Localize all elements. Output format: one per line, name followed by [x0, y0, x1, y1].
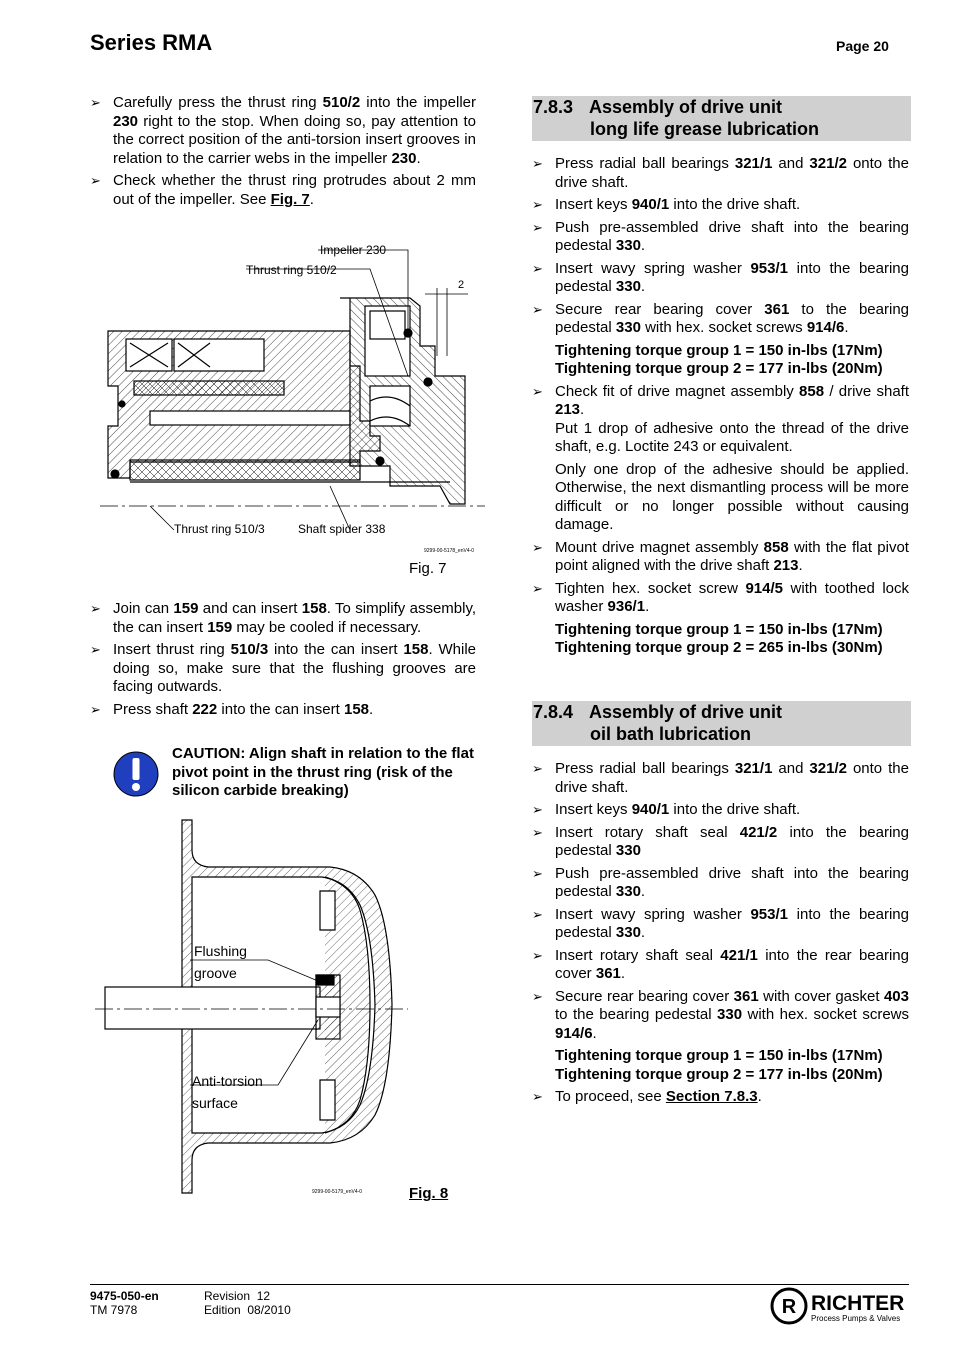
instruction-item — [532, 1088, 909, 1107]
footer-edition — [204, 1303, 291, 1317]
list-item-text: Insert rotary shaft seal 421/2 into the bearing pedestal 330 — [555, 823, 909, 859]
torque-line: Tightening torque group 1 = 150 in-lbs (17Nm) — [555, 620, 883, 638]
caution-text: CAUTION: Align shaft in relation to the flat pivot point in the thrust ring (risk of the silicon carbide breaking) — [172, 745, 474, 799]
instruction-item — [532, 383, 909, 420]
fig8-label-flushing: Flushing — [194, 943, 247, 959]
revision-value: 12 — [256, 1289, 271, 1303]
section-7-8-4-number: 7.8.4 — [533, 702, 574, 722]
instruction-item — [532, 824, 909, 861]
instruction-item — [90, 94, 476, 168]
instruction-item — [532, 539, 909, 576]
list-item-text: Insert wavy spring washer 953/1 into the bearing pedestal 330. — [555, 905, 909, 941]
fig7-label-shaft-spider: Shaft spider 338 — [298, 522, 386, 536]
list-item-text: To proceed, see Section 7.8.3. — [555, 1088, 762, 1105]
adhesive-warning: Only one drop of the adhesive should be applied. Otherwise, the next dismantling process will be more difficult or no longer possible without causing damage. — [555, 460, 909, 533]
arrow-bullet-icon: ➢ — [532, 383, 543, 399]
adhesive-note: Put 1 drop of adhesive onto the thread of the drive shaft, e.g. Loctite 243 or equivalent. — [555, 419, 909, 455]
revision-label: Revision — [204, 1289, 251, 1303]
instruction-item — [532, 219, 909, 256]
left-instructions-top — [90, 94, 476, 213]
instruction-item — [532, 760, 909, 797]
arrow-bullet-icon: ➢ — [532, 906, 543, 922]
torque-line: Tightening torque group 1 = 150 in-lbs (17Nm) — [555, 1047, 883, 1064]
torque-line: Tightening torque group 2 = 177 in-lbs (20Nm) — [555, 1065, 883, 1083]
torque-line: Tightening torque group 1 = 150 in-lbs (17Nm) — [555, 341, 883, 359]
fig7-drawing — [90, 236, 490, 566]
arrow-bullet-icon: ➢ — [532, 219, 543, 235]
instruction-item — [90, 641, 476, 697]
list-item-text: Insert rotary shaft seal 421/1 into the rear bearing cover 361. — [555, 946, 909, 982]
list-item-text: Secure rear bearing cover 361 to the bearing pedestal 330 with hex. socket screws 914/6. — [555, 300, 910, 336]
torque-line: Tightening torque group 2 = 177 in-lbs (20Nm) — [555, 360, 883, 377]
arrow-bullet-icon: ➢ — [90, 601, 101, 616]
section-7-8-3-heading — [532, 96, 911, 141]
section-7-8-4-title-line2: oil bath lubrication — [590, 724, 751, 744]
instruction-item — [90, 600, 476, 637]
torque-note — [532, 621, 909, 658]
richter-logo-icon — [770, 1287, 808, 1325]
list-item-text: Insert thrust ring 510/3 into the can insert 158. While doing so, make sure that the flushing grooves are facing outwards. — [113, 641, 476, 695]
arrow-bullet-icon: ➢ — [532, 197, 543, 212]
arrow-bullet-icon: ➢ — [532, 988, 543, 1004]
document-title: Series RMA — [90, 30, 213, 55]
richter-logo-text: RICHTER — [811, 1292, 905, 1315]
arrow-bullet-icon: ➢ — [532, 580, 543, 596]
list-item-text: Mount drive magnet assembly 858 with the flat pivot point aligned with the drive shaft 213. — [555, 538, 909, 574]
list-item-text: Push pre-assembled drive shaft into the bearing pedestal 330. — [555, 218, 909, 254]
fig8-label-groove: groove — [194, 965, 237, 981]
torque-note — [532, 1047, 909, 1084]
list-item-text: Join can 159 and can insert 158. To simplify assembly, the can insert 159 may be cooled if necessary. — [113, 600, 477, 636]
list-item-text: Press shaft 222 into the can insert 158. — [113, 700, 374, 718]
torque-line: Tightening torque group 2 = 265 in-lbs (30Nm) — [555, 639, 883, 656]
list-item-text: Check fit of drive magnet assembly 858 / drive shaft 213. — [555, 382, 909, 418]
fig7-label-impeller: Impeller 230 — [320, 243, 387, 257]
arrow-bullet-icon: ➢ — [532, 761, 543, 776]
arrow-bullet-icon: ➢ — [532, 539, 543, 555]
instruction-item — [532, 301, 909, 338]
arrow-bullet-icon: ➢ — [532, 156, 543, 171]
fig7-label-thrust-ring-bottom: Thrust ring 510/3 — [174, 522, 265, 536]
richter-logo-subtitle: Process Pumps & Valves — [811, 1314, 901, 1323]
arrow-bullet-icon: ➢ — [532, 947, 543, 963]
section-7-8-3-body — [532, 155, 909, 662]
fig8-drawing — [90, 815, 420, 1200]
fig7-label-thrust-ring-top: Thrust ring 510/2 — [246, 263, 337, 277]
arrow-bullet-icon: ➢ — [90, 701, 101, 717]
list-item-text: Secure rear bearing cover 361 with cover gasket 403 to the bearing pedestal 330 with hex. socket screws 914/6. — [555, 987, 909, 1042]
figure-7 — [90, 236, 490, 566]
instruction-item — [532, 580, 909, 617]
instruction-item — [532, 947, 909, 984]
list-item-text: Insert keys 940/1 into the drive shaft. — [555, 801, 801, 818]
footer-tm: TM 7978 — [90, 1303, 138, 1317]
instruction-item — [90, 172, 476, 209]
arrow-bullet-icon: ➢ — [90, 95, 101, 110]
instruction-item — [90, 701, 476, 720]
footer-doc-number: 9475-050-en — [90, 1289, 159, 1303]
logo-letter: R — [781, 1296, 797, 1318]
fig8-label-anti-torsion: Anti-torsion — [192, 1073, 263, 1089]
instruction-item — [532, 801, 909, 820]
section-7-8-4-body — [532, 760, 909, 1111]
fig8-caption: Fig. 8 — [409, 1185, 449, 1202]
instruction-item — [532, 155, 909, 192]
arrow-bullet-icon: ➢ — [532, 260, 543, 276]
figure-8 — [90, 815, 420, 1200]
arrow-bullet-icon: ➢ — [532, 1089, 543, 1104]
list-item-text: Insert wavy spring washer 953/1 into the bearing pedestal 330. — [555, 259, 909, 295]
arrow-bullet-icon: ➢ — [532, 865, 543, 881]
instruction-item — [532, 988, 909, 1044]
instruction-item — [532, 865, 909, 902]
torque-note — [532, 342, 909, 379]
left-instructions-middle — [90, 600, 476, 723]
section-7-8-3-title-line1: Assembly of drive unit — [589, 97, 783, 117]
section-7-8-4-title-line1: Assembly of drive unit — [589, 702, 783, 722]
fig7-caption: Fig. 7 — [409, 560, 447, 577]
arrow-bullet-icon: ➢ — [532, 802, 543, 817]
fig8-label-surface: surface — [192, 1095, 238, 1111]
page-number: Page 20 — [836, 38, 889, 54]
footer-revision — [204, 1289, 270, 1303]
section-7-8-3-number: 7.8.3 — [533, 97, 574, 117]
edition-label: Edition — [204, 1303, 241, 1317]
fig7-label-dim: 2 — [458, 279, 465, 291]
list-item-text: Push pre-assembled drive shaft into the bearing pedestal 330. — [555, 864, 909, 900]
instruction-item — [532, 906, 909, 943]
list-item-text: Press radial ball bearings 321/1 and 321/2 onto the drive shaft. — [555, 760, 909, 796]
edition-value: 08/2010 — [247, 1303, 291, 1317]
section-7-8-3-title-line2: long life grease lubrication — [590, 119, 820, 139]
fig7-drawing-number: 9299-00-5178_enV4-0 — [424, 548, 475, 554]
arrow-bullet-icon: ➢ — [532, 301, 543, 317]
arrow-bullet-icon: ➢ — [532, 824, 543, 840]
list-item-text: Carefully press the thrust ring 510/2 into the impeller 230 right to the stop. When doing so, pay attention to the correct position of the anti-torsion insert grooves in relation to the carrier webs in the impeller 230. — [113, 94, 476, 167]
instruction-item — [532, 196, 909, 215]
arrow-bullet-icon: ➢ — [90, 642, 101, 657]
list-item-text: Check whether the thrust ring protrudes about 2 mm out of the impeller. See Fig. 7. — [113, 172, 476, 208]
footer-rule — [90, 1284, 909, 1285]
section-7-8-4-heading — [532, 701, 911, 746]
instruction-item — [532, 260, 909, 297]
list-item-text: Tighten hex. socket screw 914/5 with toothed lock washer 936/1. — [555, 579, 909, 615]
list-item-text: Insert keys 940/1 into the drive shaft. — [555, 196, 801, 213]
list-item-text: Press radial ball bearings 321/1 and 321/2 onto the drive shaft. — [555, 155, 909, 191]
fig8-drawing-number: 9299-00-5179_enV4-0 — [312, 1189, 363, 1195]
caution-icon — [112, 750, 160, 798]
arrow-bullet-icon: ➢ — [90, 173, 101, 188]
